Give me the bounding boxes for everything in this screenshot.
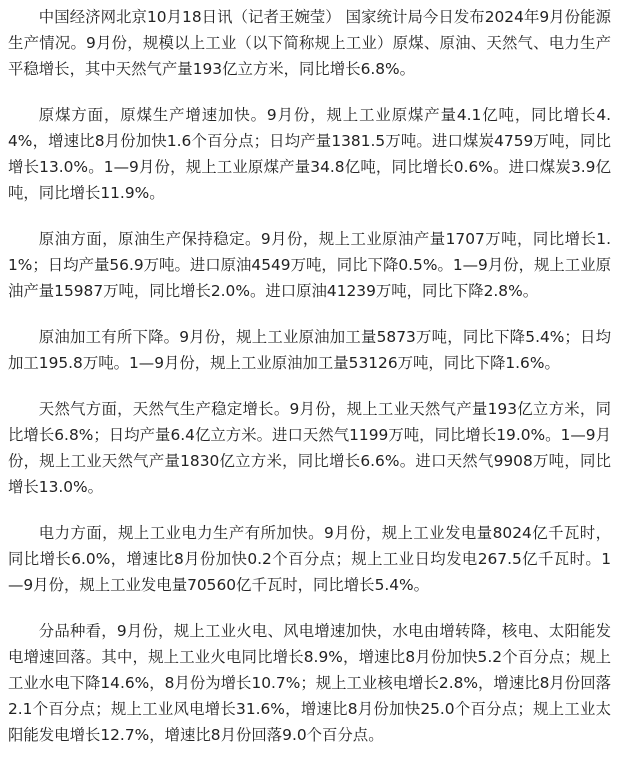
paragraph-crude-oil: 原油方面，原油生产保持稳定。9月份，规上工业原油产量1707万吨，同比增长1.1%；日均产量56.9万吨。进口原油4549万吨，同比下降0.5%。1—9月份，规上工业原油产量15987万吨，同比增长2.0%。进口原油41239万吨，同比下降2.8%。 — [8, 230, 611, 300]
article-body — [8, 4, 611, 748]
paragraph-coal: 原煤方面，原煤生产增速加快。9月份，规上工业原煤产量4.1亿吨，同比增长4.4%，增速比8月份加快1.6个百分点；日均产量1381.5万吨。进口煤炭4759万吨，同比增长13.0%。1—9月份，规上工业原煤产量34.8亿吨，同比增长0.6%。进口煤炭3.9亿吨，同比增长11.9%。 — [8, 106, 611, 202]
paragraph-electricity: 电力方面，规上工业电力生产有所加快。9月份，规上工业发电量8024亿千瓦时，同比增长6.0%，增速比8月份加快0.2个百分点；规上工业日均发电267.5亿千瓦时。1—9月份，规上工业发电量70560亿千瓦时，同比增长5.4%。 — [8, 524, 611, 594]
paragraph-natural-gas: 天然气方面，天然气生产稳定增长。9月份，规上工业天然气产量193亿立方米，同比增长6.8%；日均产量6.4亿立方米。进口天然气1199万吨，同比增长19.0%。1—9月份，规上工业天然气产量1830亿立方米，同比增长6.6%。进口天然气9908万吨，同比增长13.0%。 — [8, 400, 611, 496]
paragraph-power-by-type: 分品种看，9月份，规上工业火电、风电增速加快，水电由增转降，核电、太阳能发电增速回落。其中，规上工业火电同比增长8.9%，增速比8月份加快5.2个百分点；规上工业水电下降14.6%，8月份为增长10.7%；规上工业核电增长2.8%，增速比8月份回落2.1个百分点；规上工业风电增长31.6%，增速比8月份加快25.0个百分点；规上工业太阳能发电增长12.7%，增速比8月份回落9.0个百分点。 — [8, 622, 611, 744]
paragraph-oil-processing: 原油加工有所下降。9月份，规上工业原油加工量5873万吨，同比下降5.4%；日均加工195.8万吨。1—9月份，规上工业原油加工量53126万吨，同比下降1.6%。 — [8, 328, 611, 372]
paragraph-intro: 中国经济网北京10月18日讯（记者王婉莹） 国家统计局今日发布2024年9月份能源生产情况。9月份，规模以上工业（以下简称规上工业）原煤、原油、天然气、电力生产平稳增长，其中天然气产量193亿立方米，同比增长6.8%。 — [8, 8, 611, 78]
